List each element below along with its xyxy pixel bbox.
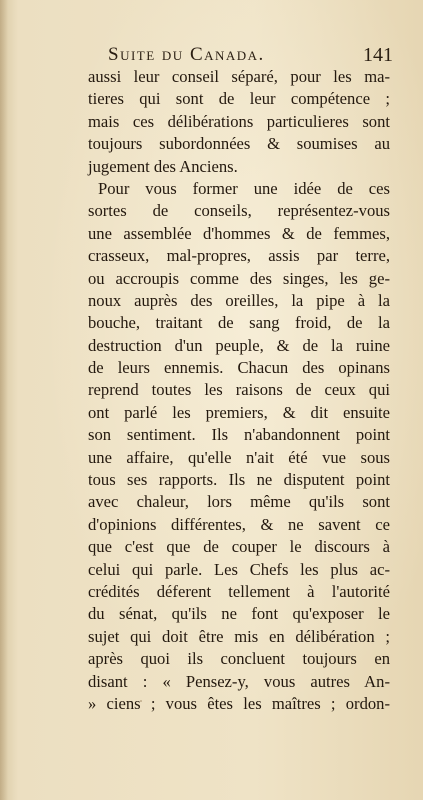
text-line: destruction d'un peuple, & de la ruine (88, 335, 390, 355)
text-line: Pour vous former une idée de ces (98, 178, 390, 198)
text-line: avec chaleur, lors même qu'ils sont (88, 492, 390, 512)
page-number: 141 (363, 44, 393, 66)
text-line: jugement des Anciens. (88, 156, 238, 176)
text-line: tous ses rapports. Ils ne disputent point (88, 470, 390, 490)
text-line: une assemblée d'hommes & de femmes, (88, 223, 390, 243)
text-line: que c'est que de couper le discours à (88, 537, 390, 557)
spine-shadow (0, 0, 8, 800)
text-line: celui qui parle. Les Chefs les plus ac- (88, 559, 390, 579)
text-line: noux auprès des oreilles, la pipe à la (88, 290, 390, 310)
text-line: ont parlé les premiers, & dit ensuite (88, 402, 390, 422)
text-line: son sentiment. Ils n'abandonnent point (88, 425, 390, 445)
text-line: ou accroupis comme des singes, les ge- (88, 268, 390, 288)
running-head: Suite du Canada. (108, 44, 265, 65)
text-line: d'opinions différentes, & ne savent ce (88, 514, 390, 534)
text-line: » ciens ; vous êtes les maîtres ; ordon- (88, 693, 390, 713)
text-line: mais ces délibérations particulieres sont (88, 111, 390, 131)
text-line: aussi leur conseil séparé, pour les ma- (88, 67, 390, 86)
text-line: reprend toutes les raisons de ceux qui (88, 380, 390, 400)
body-text (88, 66, 390, 715)
text-line: de leurs ennemis. Chacun des opinans (88, 358, 390, 378)
text-line: crasseux, mal-propres, assis par terre, (88, 246, 390, 266)
text-line: disant : « Pensez-y, vous autres An- (88, 671, 390, 691)
text-line: bouche, traitant de sang froid, de la (88, 313, 390, 333)
text-line: tieres qui sont de leur compétence ; (88, 89, 390, 109)
text-line: sujet qui doit être mis en délibération ; (88, 626, 390, 646)
text-line: sortes de conseils, représentez-vous (88, 201, 390, 221)
page-header (88, 44, 393, 68)
text-line: une affaire, qu'elle n'ait été vue sous (88, 447, 390, 467)
text-line: crédités déferent tellement à l'autorité (88, 581, 390, 601)
text-line: toujours subordonnées & soumises au (88, 134, 390, 154)
text-line: du sénat, qu'ils ne font qu'exposer le (88, 604, 390, 624)
text-line: après quoi ils concluent toujours en (88, 649, 390, 669)
